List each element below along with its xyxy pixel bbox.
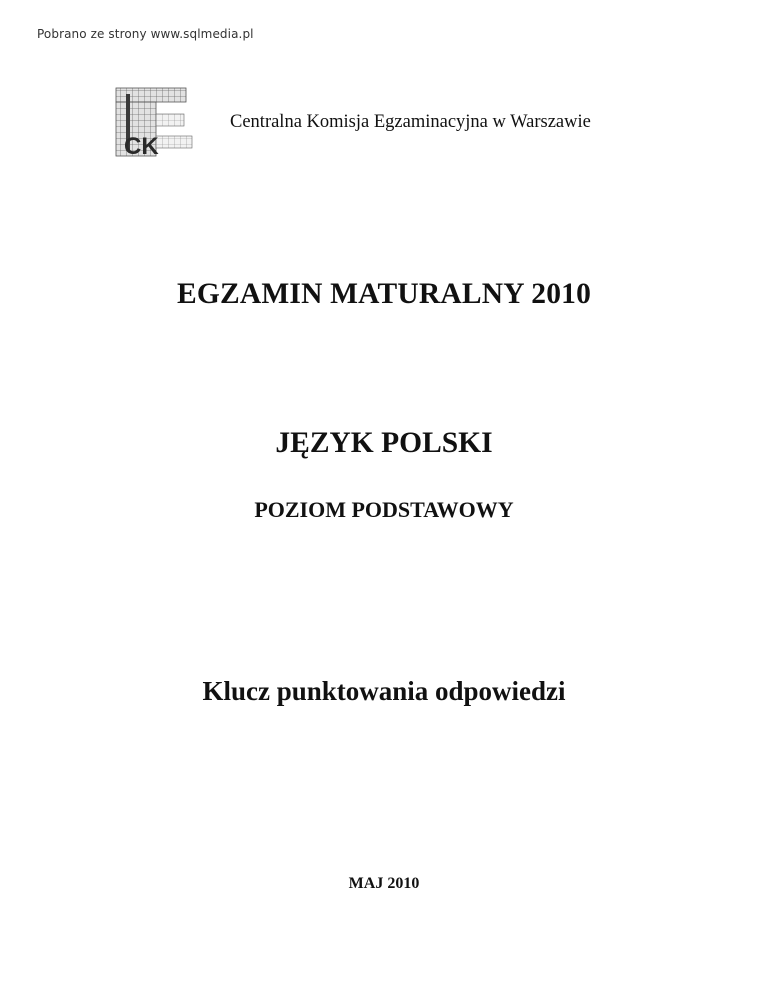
cke-logo-icon <box>108 84 200 160</box>
level-title: POZIOM PODSTAWOWY <box>254 497 514 522</box>
logo-letters: CK <box>124 133 159 160</box>
source-note: Pobrano ze strony www.sqlmedia.pl <box>37 27 254 41</box>
institution-name: Centralna Komisja Egzaminacyjna w Warszawie <box>230 112 591 132</box>
document-type: Klucz punktowania odpowiedzi <box>202 676 566 706</box>
exam-title: EGZAMIN MATURALNY 2010 <box>176 278 592 310</box>
subject-title: JĘZYK POLSKI <box>275 427 493 459</box>
exam-date: MAJ 2010 <box>348 875 420 892</box>
